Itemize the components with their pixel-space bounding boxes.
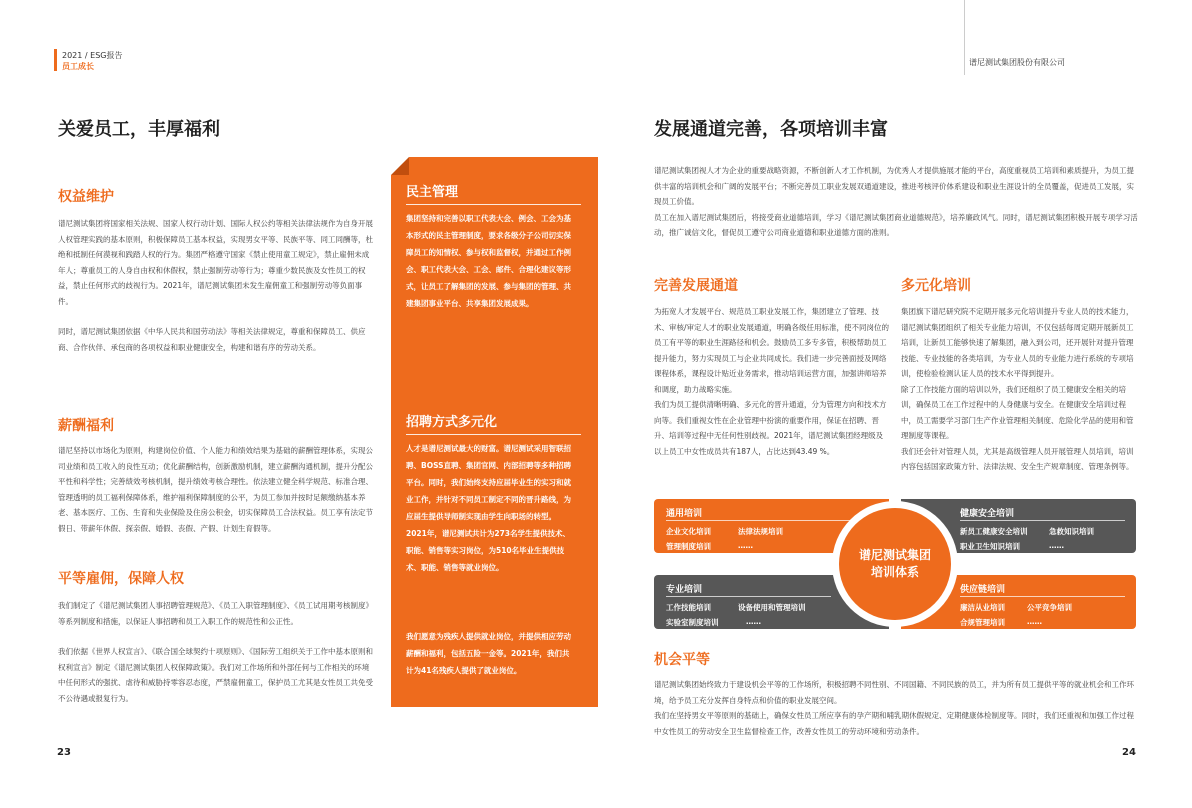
right-page-title: 发展通道完善，各项培训丰富 (654, 119, 888, 140)
section-name: 员工成长 (62, 62, 94, 71)
center-circle-line1: 谱尼测试集团 (858, 548, 931, 562)
hiring-paragraph-2: 我们依据《世界人权宣言》、《联合国全球契约十项原则》、《国际劳工组织关于工作中基本原则和权利宣言》制定《谱尼测试集团人权保障政策》。我们对工作场所和外部任何与工作相关的环境中任何形式的强扰、虐待和威胁持零容忍态度，严禁雇佣童工，保护员工尤其是女性员工共免受不公待遇或报复行为。 (58, 647, 373, 703)
equal-paragraph-1: 谱尼测试集团始终致力于建设机会平等的工作场所，积极招聘不同性别、不同国籍、不同民族的员工，并为所有员工提供平等的就业机会和工作环境，给予员工充分发挥自身特点和价值的职业发展空间。 (654, 680, 1134, 705)
democracy-text: 集团坚持和完善以职工代表大会、例会、工会为基本形式的民主管理制度，要求各级分子公司切实保障员工的知情权、参与权和监督权，并通过工作例会、职工代表大会、工会、邮件、合理化建议等形式，让员工了解集团的发展、参与集团的管理、共建集团事业平台、共享集团发展成果。 (406, 214, 571, 308)
recruit-title: 招聘方式多元化 (406, 415, 498, 430)
supply-training-item: 廉洁从业培训 (960, 603, 1005, 612)
development-paragraph-2: 我们为员工提供清晰明确、多元化的晋升通道，分为管理方向和技术方向等。我们重视女性在企业管理中扮演的重要作用，保证在招聘、晋升、培训等过程中无任何性别歧视。2021年，谱尼测试集团经理级及以上员工中女性成员共有187人，占比达到43.49 %。 (654, 400, 887, 456)
development-text (654, 304, 890, 459)
page-fold-corner (391, 157, 409, 175)
recruit-text-2: 我们愿意为残疾人提供就业岗位，并提供相应劳动薪酬和福利，包括五险一金等。2021年，我们共计为41名残疾人提供了就业岗位。 (406, 632, 571, 675)
equal-heading: 机会平等 (654, 652, 710, 668)
recruit-rule (406, 434, 581, 435)
supply-training-item: 公平竞争培训 (1027, 603, 1072, 612)
header-accent-bar (54, 49, 57, 71)
rights-text (58, 216, 376, 355)
supply-training-item: …… (1027, 617, 1042, 626)
intro-paragraph-2: 员工在加入谱尼测试集团后，将接受商业道德培训，学习《谱尼测试集团商业道德规范》，培养廉政风气。同时，谱尼测试集团积极开展专项学习活动，推广诚信文化，督促员工遵守公司商业道德和职业道德方面的准则。 (654, 212, 1138, 237)
health-training-item: 职业卫生知识培训 (960, 542, 1020, 551)
general-training-item: …… (738, 541, 753, 550)
training-system-diagram (654, 499, 1136, 629)
general-training-item: 管理制度培训 (666, 542, 711, 551)
report-year: 2021 / ESG报告 (62, 51, 123, 60)
hiring-paragraph-1: 我们制定了《谱尼测试集团人事招聘管理规范》、《员工入职管理制度》、《员工试用期考核制度》等系列制度和措施，以保证人事招聘和员工入职工作的规范性和公正性。 (58, 601, 373, 626)
hiring-text (58, 598, 376, 706)
health-training-rule (960, 520, 1125, 521)
left-page-number: 23 (57, 747, 71, 758)
general-training-title: 通用培训 (666, 509, 703, 519)
health-training-item: …… (1049, 541, 1064, 550)
center-circle-line2: 培训体系 (870, 565, 919, 579)
left-page-title: 关爱员工，丰厚福利 (58, 119, 220, 140)
center-circle (839, 508, 951, 620)
democracy-rule (406, 204, 581, 205)
professional-training-item: 设备使用和管理培训 (738, 603, 806, 612)
right-page-number: 24 (1122, 747, 1136, 758)
democracy-title: 民主管理 (406, 185, 459, 200)
company-name: 谱尼测试集团股份有限公司 (969, 58, 1065, 67)
training-paragraph-2: 除了工作技能方面的培训以外，我们还组织了员工健康安全相关的培训，确保员工在工作过程中的人身健康与安全。在健康安全培训过程中，员工需要学习部门生产作业管理相关制度、危险化学品的使用和管理制度等课程。 (901, 384, 1134, 440)
general-training-rule (666, 520, 866, 521)
professional-training-rule (666, 596, 831, 597)
header-divider (964, 0, 965, 75)
professional-training-item: 工作技能培训 (666, 603, 711, 612)
professional-training-item: …… (746, 617, 761, 626)
rights-heading: 权益维护 (58, 189, 114, 205)
training-heading: 多元化培训 (901, 278, 971, 294)
salary-heading: 薪酬福利 (58, 418, 114, 434)
health-training-item: 急救知识培训 (1049, 527, 1094, 536)
intro-text (654, 163, 1138, 241)
general-training-item: 法律法规培训 (738, 527, 783, 536)
training-text (901, 304, 1137, 475)
training-paragraph-3: 我们还会针对管理人员，尤其是高级管理人员开展管理人员培训，培训内容包括国家政策方针、法律法规、安全生产规章制度、管理条例等。 (901, 446, 1134, 471)
recruit-text-1: 人才是谱尼测试最大的财富。谱尼测试采用智联招聘、BOSS直聘、集团官网、内部招聘等多种招聘平台。同时，我们始终支持应届毕业生的实习和就业工作，并针对不同员工制定不同的晋升路线，为应届生提供导师制实现由学生向职场的转型。2021年，谱尼测试共计为273名学生提供技术、职能、销售等实习岗位，为510名毕业生提供技术、职能、销售等就业岗位。 (406, 444, 572, 572)
health-training-title: 健康安全培训 (960, 509, 1015, 519)
rights-paragraph-1: 谱尼测试集团将国家相关法规、国家人权行动计划、国际人权公约等相关法律法规作为自身开展人权管理实践的基本原则，积极保障员工基本权益，实现男女平等、民族平等、同工同酬等，杜绝和抵制任何漠视和践踏人权的行为。集团严格遵守国家《禁止使用童工规定》，禁止雇佣未成年人；尊重员工的人身自由权和休假权，禁止强制劳动等行为；尊重少数民族及女性员工的权益，禁止任何形式的歧视行为。2021年，谱尼测试集团未发生雇佣童工和强制劳动等负面事件。 (58, 219, 373, 306)
supply-training-item: 合规管理培训 (960, 618, 1005, 627)
salary-paragraph-1: 谱尼坚持以市场化为原则，构建岗位价值、个人能力和绩效结果为基础的薪酬管理体系，实现公司业绩和员工收入的良性互动；优化薪酬结构，创新激励机制，建立薪酬沟通机制，提升分配公平性和科学性；完善绩效考核机制，提升绩效考核合理性。依法建立健全科学规范、标准合理、管理透明的员工福利保障体系，维护福利保障制度的公平，为员工参加并按时足额缴纳基本养老、基本医疗、工伤、生育和失业保险及住房公积金，切实保障员工合法权益。员工享有法定节假日、带薪年休假、探亲假、婚假、丧假、产假、计划生育假等。 (58, 446, 373, 533)
professional-training-title: 专业培训 (666, 585, 703, 595)
rights-paragraph-2: 同时，谱尼测试集团依据《中华人民共和国劳动法》等相关法律规定，尊重和保障员工、供应商、合作伙伴、承包商的各项权益和职业健康安全，构建和谐有序的劳动关系。 (58, 327, 366, 352)
training-paragraph-1: 集团旗下谱尼研究院不定期开展多元化培训提升专业人员的技术能力，谱尼测试集团组织了相关专业能力培训，不仅包括每周定期开展新员工培训，让新员工能够快速了解集团，融入到公司，还开展针对提升管理技能、专业技能的各类培训，为专业人员的专业能力进行系统的专项培训，使检验检测认证人员的技术水平得到提升。 (901, 307, 1134, 378)
intro-paragraph-1: 谱尼测试集团视人才为企业的重要战略资源，不断创新人才工作机制，为优秀人才提供施展才能的平台，高度重视员工培训和素质提升，为员工提供丰富的培训机会和广阔的发展平台；不断完善员工职业发展双通道建设，推进考核评价体系建设和职业生涯设计的全员覆盖，促进员工发展，实现员工价值。 (654, 166, 1134, 206)
development-paragraph-1: 为拓宽人才发展平台、规范员工职业发展工作，集团建立了管理、技术、审核/审定人才的职业发展通道，明确各级任用标准，使不同岗位的员工有平等的职业生涯路径和机会。鼓励员工多专多管，积极帮助员工提升能力，努力实现员工与企业共同成长。我们进一步完善面授及网络课程体系，课程设计贴近业务需求，推动培训运营方面，加强讲师培养和调度，助力战略实施。 (654, 307, 890, 394)
development-heading: 完善发展通道 (654, 278, 738, 294)
equal-text (654, 677, 1138, 739)
health-training-item: 新员工健康安全培训 (960, 527, 1028, 536)
equal-paragraph-2: 我们在坚持男女平等原则的基础上，确保女性员工所应享有的孕产期和哺乳期休假规定、定期健康体检制度等。同时，我们还重视和加强工作过程中女性员工的劳动安全卫生监督检查工作，改善女性员工的劳动环境和劳动条件。 (654, 711, 1134, 736)
general-training-item: 企业文化培训 (666, 527, 711, 536)
supply-training-rule (960, 596, 1125, 597)
supply-training-title: 供应链培训 (960, 585, 1006, 595)
hiring-heading: 平等雇佣，保障人权 (58, 571, 184, 587)
professional-training-item: 实验室制度培训 (666, 618, 719, 627)
salary-text (58, 443, 376, 536)
